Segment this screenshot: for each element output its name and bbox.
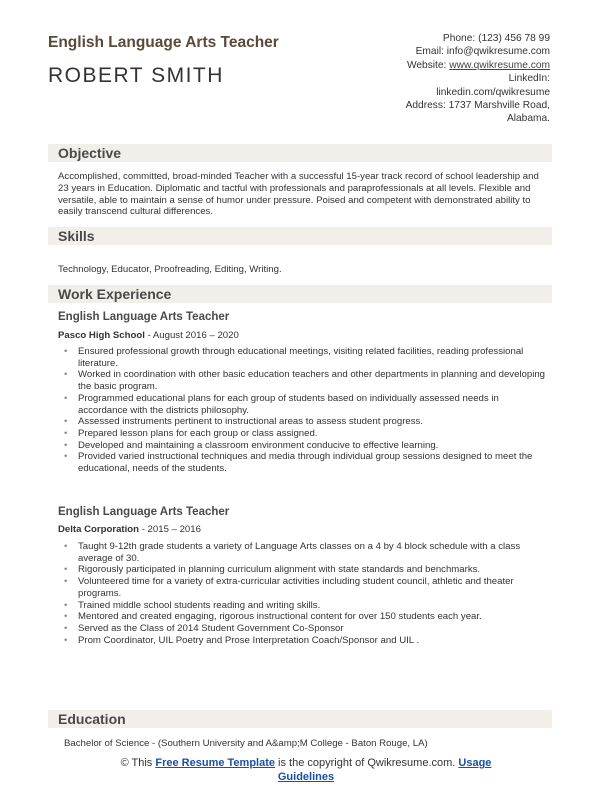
bullet-icon: • bbox=[64, 634, 68, 646]
bullet-icon: • bbox=[64, 439, 68, 451]
job-1-company: Pasco High School bbox=[58, 330, 145, 341]
objective-heading: Objective bbox=[58, 145, 122, 161]
usage-guidelines-link[interactable]: Usage bbox=[458, 757, 492, 769]
job-1-bullets bbox=[62, 346, 548, 475]
bullet-icon: • bbox=[64, 599, 68, 611]
job-1-company-line bbox=[58, 330, 239, 341]
objective-section-bar bbox=[48, 144, 552, 162]
list-item: • Developed and maintaining a classroom environment conducive to effective learning. bbox=[64, 439, 439, 451]
email-line bbox=[290, 45, 550, 58]
bullet-icon: • bbox=[64, 427, 68, 439]
education-heading: Education bbox=[58, 711, 126, 727]
list-item: • Trained middle school students reading and writing skills. bbox=[64, 599, 321, 611]
list-item: • Rigorously participated in planning curriculum alignment with state standards and benchmarks. bbox=[64, 564, 481, 576]
address-label: Address: bbox=[405, 100, 446, 112]
list-item: • Volunteered time for a variety of extra-curricular activities including student council, athletic and theater programs. bbox=[64, 576, 514, 599]
website-link[interactable]: www.qwikresume.com bbox=[449, 59, 550, 71]
footer-prefix: © This bbox=[120, 757, 156, 769]
skills-text: Technology, Educator, Proofreading, Editing, Writing. bbox=[58, 264, 282, 275]
list-item: • Prom Coordinator, UIL Poetry and Prose Interpretation Coach/Sponsor and UIL . bbox=[64, 634, 420, 646]
usage-guidelines-link-cont[interactable]: Guidelines bbox=[277, 770, 335, 783]
skills-heading: Skills bbox=[58, 228, 95, 244]
linkedin-label: LinkedIn: bbox=[508, 73, 550, 85]
list-item: • Prepared lesson plans for each group or class assigned. bbox=[64, 427, 318, 439]
list-item: • Programmed educational plans for each group of students based on individually assessed needs in accordance with the districts philosophy. bbox=[64, 392, 499, 416]
list-item: • Ensured professional growth through educational meetings, visiting related facilities, reading professional literature. bbox=[64, 346, 524, 369]
phone-label: Phone: bbox=[442, 33, 476, 44]
email-label: Email: bbox=[415, 46, 444, 58]
job-2-company-line bbox=[58, 524, 201, 535]
job-1-dates: - August 2016 – 2020 bbox=[144, 330, 239, 341]
education-text: Bachelor of Science - (Southern University and A&amp;M College - Baton Rouge, LA) bbox=[64, 738, 428, 749]
phone-value: (123) 456 78 99 bbox=[478, 33, 550, 44]
job-2-dates: - 2015 – 2016 bbox=[139, 524, 201, 535]
objective-text: Accomplished, committed, broad-minded Teacher with a successful 15-year track record of school leadership and 23 years in Education. Diplomatic and tactful with professionals and paraprofessionals at all levels. Flexible and versatile, able to maintain a sense of humor under pressure. Poised and competent with demonstrated ability to easily transcend cultural differences. bbox=[58, 171, 539, 218]
bullet-icon: • bbox=[64, 564, 68, 576]
job-1-title: English Language Arts Teacher bbox=[58, 311, 230, 323]
website-label: Website: bbox=[406, 59, 447, 71]
email-value: info@qwikresume.com bbox=[446, 46, 550, 58]
job-2-title: English Language Arts Teacher bbox=[58, 506, 230, 518]
contact-block bbox=[290, 32, 550, 126]
bullet-icon: • bbox=[64, 622, 68, 634]
free-resume-template-link[interactable]: Free Resume Template bbox=[155, 757, 275, 769]
candidate-name: ROBERT SMITH bbox=[48, 64, 224, 87]
copyright-footer bbox=[0, 757, 612, 784]
bullet-icon: • bbox=[64, 611, 68, 623]
list-item: • Served as the Class of 2014 Student Government Co-Sponsor bbox=[64, 622, 344, 634]
bullet-icon: • bbox=[64, 416, 68, 428]
job-2-company: Delta Corporation bbox=[58, 524, 140, 535]
list-item: • Worked in coordination with other basic education teachers and other departments in planning and developing the basic program. bbox=[64, 369, 546, 393]
resume-job-title: English Language Arts Teacher bbox=[48, 34, 279, 51]
website-line bbox=[290, 59, 550, 72]
job-2-bullets bbox=[62, 541, 548, 646]
bullet-icon: • bbox=[64, 576, 68, 588]
address-line bbox=[290, 99, 550, 112]
footer-middle: is the copyright of Qwikresume.com. bbox=[275, 757, 459, 769]
phone-line bbox=[290, 32, 550, 45]
work-heading: Work Experience bbox=[58, 286, 172, 302]
list-item: • Assessed instruments pertinent to instructional areas to assess student progress. bbox=[64, 416, 424, 428]
bullet-icon: • bbox=[64, 392, 68, 404]
address-value: 1737 Marshville Road, bbox=[448, 100, 550, 112]
list-item: • Mentored and created engaging, rigorous instructional content for over 150 students each year. bbox=[64, 611, 482, 623]
address-line-2: Alabama. bbox=[506, 113, 550, 125]
bullet-icon: • bbox=[64, 541, 68, 552]
skills-section-bar bbox=[48, 227, 552, 245]
list-item: • Provided varied instructional techniques and media through individual group sessions designed to meet the educational, needs of the students. bbox=[64, 451, 533, 475]
bullet-icon: • bbox=[64, 346, 68, 357]
list-item: • Taught 9-12th grade students a variety of Language Arts classes on a 4 by 4 block schedule with a class average of 30. bbox=[64, 541, 521, 564]
bullet-icon: • bbox=[64, 369, 68, 381]
bullet-icon: • bbox=[64, 451, 68, 463]
linkedin-value: linkedin.com/qwikresume bbox=[436, 86, 550, 98]
